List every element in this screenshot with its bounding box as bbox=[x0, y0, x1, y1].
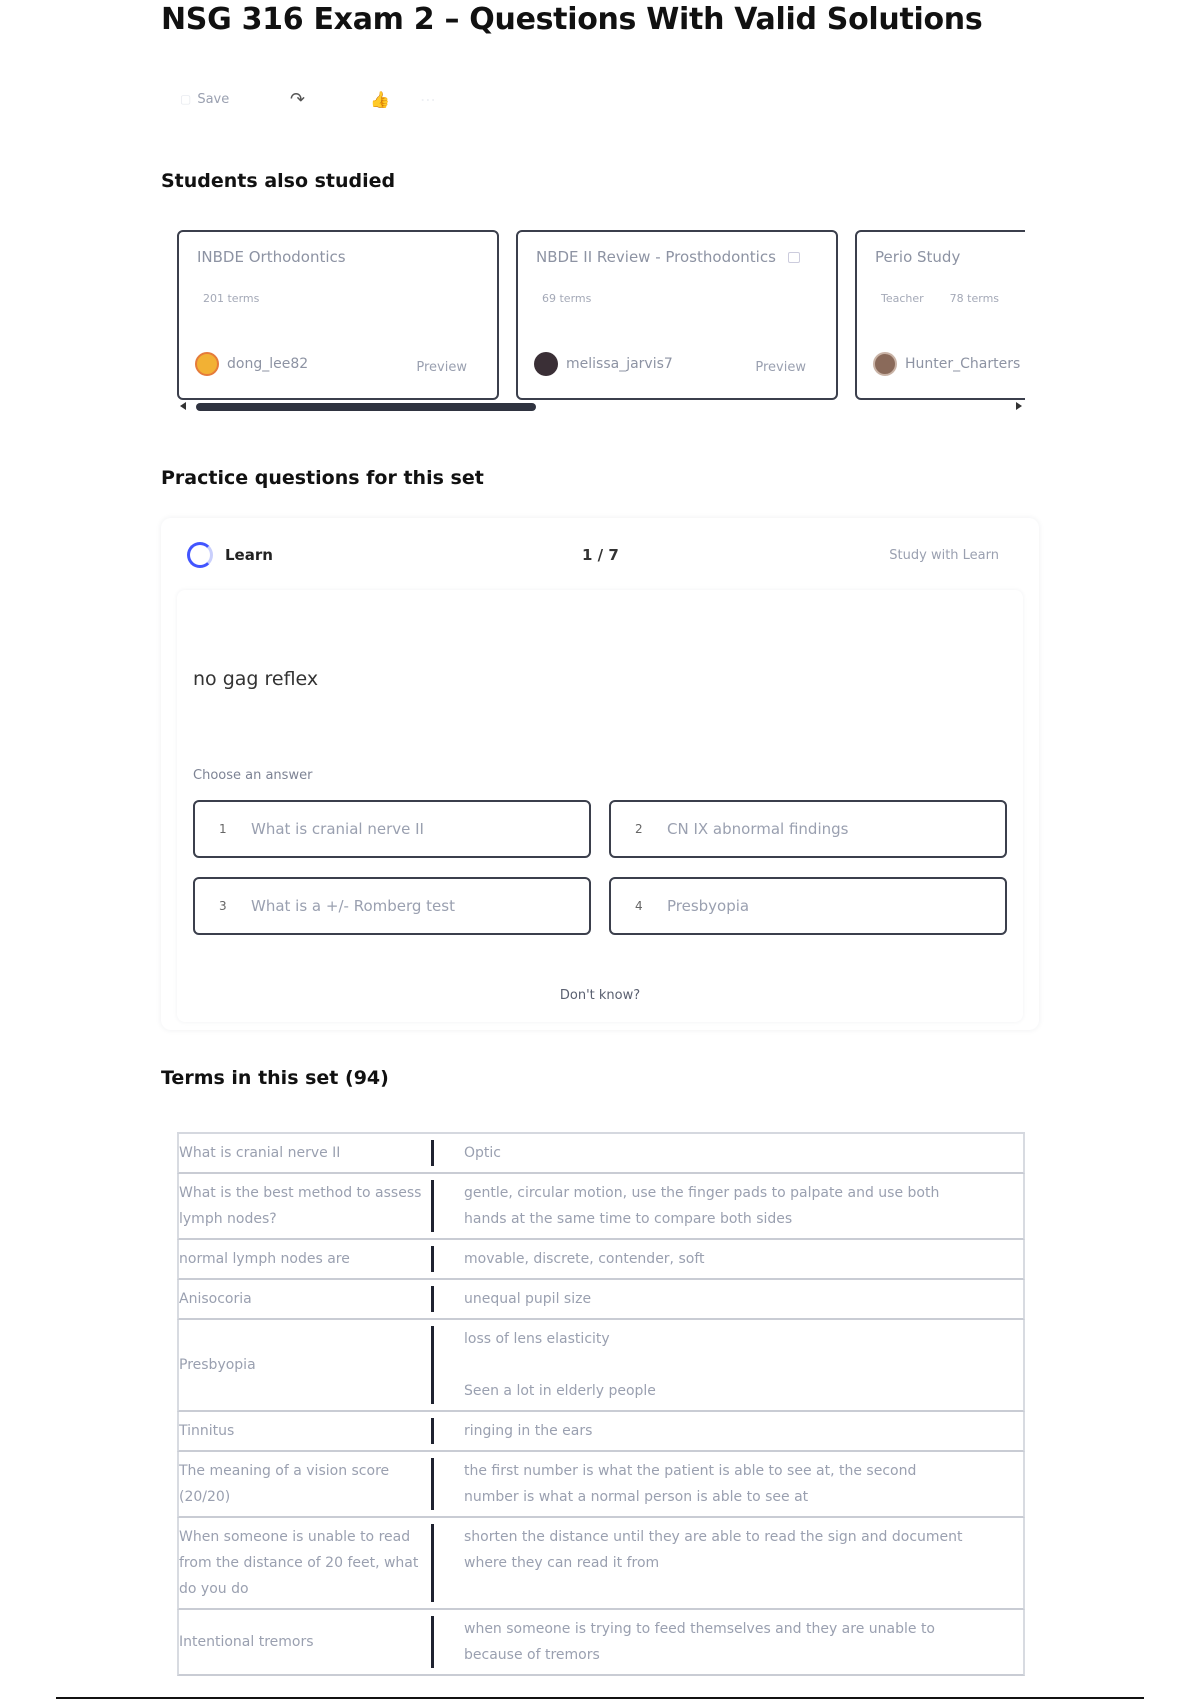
thumbs-up-icon[interactable]: 👍 bbox=[370, 89, 390, 109]
save-label: Save bbox=[197, 91, 230, 107]
table-row bbox=[177, 1518, 1025, 1610]
scroll-left-icon[interactable] bbox=[180, 402, 186, 410]
table-row bbox=[177, 1610, 1025, 1676]
term-cell: The meaning of a vision score (20/20) bbox=[179, 1458, 434, 1510]
more-icon[interactable]: ⋯ bbox=[420, 89, 436, 109]
table-row bbox=[177, 1452, 1025, 1518]
term-cell: What is cranial nerve II bbox=[179, 1140, 434, 1166]
study-set-card[interactable] bbox=[516, 230, 838, 400]
definition-cell: shorten the distance until they are able to read the sign and document where they can read it from bbox=[464, 1529, 963, 1571]
table-row bbox=[177, 1280, 1025, 1320]
scroll-right-icon[interactable] bbox=[1016, 402, 1022, 410]
avatar bbox=[534, 352, 558, 376]
definition-cell: ringing in the ears bbox=[464, 1423, 593, 1439]
scrollbar-thumb[interactable] bbox=[196, 403, 536, 411]
definition-cell: movable, discrete, contender, soft bbox=[464, 1251, 705, 1267]
practice-questions-heading: Practice questions for this set bbox=[161, 467, 484, 489]
option-text: What is cranial nerve II bbox=[251, 820, 424, 838]
share-arrow-icon[interactable]: ↷ bbox=[290, 88, 306, 110]
definition-cell: the first number is what the patient is able to see at, the second number is what a normal person is able to see at bbox=[464, 1463, 917, 1505]
option-text: CN IX abnormal findings bbox=[667, 820, 849, 838]
image-icon bbox=[788, 252, 800, 263]
option-number: 2 bbox=[635, 822, 643, 836]
definition-cell: loss of lens elasticity Seen a lot in elderly people bbox=[464, 1331, 656, 1399]
term-cell: Anisocoria bbox=[179, 1286, 434, 1312]
students-also-studied-heading: Students also studied bbox=[161, 170, 396, 192]
card-meta bbox=[197, 292, 479, 305]
definition-cell: when someone is trying to feed themselves and they are unable to because of tremors bbox=[464, 1621, 935, 1663]
card-term-count: 201 terms bbox=[203, 292, 260, 305]
card-user bbox=[534, 352, 673, 376]
card-username: Hunter_Charters bbox=[905, 356, 1021, 372]
study-set-card[interactable] bbox=[855, 230, 1025, 400]
page-title: NSG 316 Exam 2 – Questions With Valid Solutions bbox=[161, 2, 983, 37]
card-user-row bbox=[534, 352, 806, 376]
table-row bbox=[177, 1320, 1025, 1412]
card-user bbox=[873, 352, 1020, 376]
card-title: INBDE Orthodontics bbox=[197, 248, 346, 266]
question-prompt: no gag reflex bbox=[193, 668, 319, 690]
table-row bbox=[177, 1412, 1025, 1452]
term-cell: Intentional tremors bbox=[179, 1616, 434, 1668]
card-meta bbox=[536, 292, 818, 305]
term-cell: Tinnitus bbox=[179, 1418, 434, 1444]
term-cell: What is the best method to assess lymph nodes? bbox=[179, 1180, 434, 1232]
bookmark-icon: ▢ bbox=[180, 92, 192, 106]
card-user-row bbox=[873, 352, 1025, 376]
card-username: melissa_jarvis7 bbox=[566, 356, 673, 372]
bottom-divider bbox=[56, 1697, 1144, 1699]
definition-cell: unequal pupil size bbox=[464, 1291, 592, 1307]
answer-option[interactable] bbox=[609, 877, 1007, 935]
dont-know-button[interactable]: Don't know? bbox=[559, 988, 641, 1003]
card-title: Perio Study bbox=[875, 248, 961, 266]
card-term-count: 78 terms bbox=[949, 292, 1000, 305]
card-title bbox=[536, 248, 818, 266]
terms-table bbox=[177, 1132, 1025, 1676]
card-role: Teacher bbox=[881, 292, 924, 305]
option-number: 3 bbox=[219, 899, 227, 913]
table-row bbox=[177, 1240, 1025, 1280]
definition-cell: gentle, circular motion, use the finger pads to palpate and use both hands at the same time to compare both sides bbox=[464, 1185, 940, 1227]
learn-header bbox=[187, 538, 999, 572]
terms-heading: Terms in this set (94) bbox=[161, 1067, 389, 1089]
card-username: dong_lee82 bbox=[227, 356, 309, 372]
card-term-count: 69 terms bbox=[542, 292, 592, 305]
option-text: What is a +/- Romberg test bbox=[251, 897, 455, 915]
option-number: 1 bbox=[219, 822, 227, 836]
table-row bbox=[177, 1134, 1025, 1174]
study-set-card[interactable] bbox=[177, 230, 499, 400]
card-user bbox=[195, 352, 308, 376]
card-title-text: NBDE II Review - Prosthodontics bbox=[536, 248, 776, 266]
card-user-row bbox=[195, 352, 467, 376]
question-counter: 1 / 7 bbox=[582, 546, 619, 564]
card-preview-button[interactable]: Preview bbox=[416, 359, 467, 375]
choose-answer-label: Choose an answer bbox=[193, 768, 313, 783]
table-row bbox=[177, 1174, 1025, 1240]
carousel-scrollbar[interactable] bbox=[180, 401, 1022, 413]
card-preview-button[interactable]: Preview bbox=[755, 359, 806, 375]
card-meta bbox=[875, 292, 1025, 305]
term-cell: normal lymph nodes are bbox=[179, 1246, 434, 1272]
toolbar bbox=[180, 84, 470, 114]
option-text: Presbyopia bbox=[667, 897, 750, 915]
avatar bbox=[873, 352, 897, 376]
answer-option[interactable] bbox=[193, 800, 591, 858]
learn-panel bbox=[161, 518, 1039, 1030]
learn-label: Learn bbox=[225, 546, 273, 564]
answer-option[interactable] bbox=[193, 877, 591, 935]
learn-progress-icon bbox=[187, 542, 213, 568]
avatar bbox=[195, 352, 219, 376]
term-cell: When someone is unable to read from the distance of 20 feet, what do you do bbox=[179, 1524, 434, 1602]
studied-carousel bbox=[177, 230, 1025, 402]
term-cell: Presbyopia bbox=[179, 1326, 434, 1404]
study-with-learn-link[interactable]: Study with Learn bbox=[889, 547, 999, 563]
save-button[interactable] bbox=[180, 92, 290, 107]
option-number: 4 bbox=[635, 899, 643, 913]
definition-cell: Optic bbox=[464, 1145, 501, 1161]
answer-option[interactable] bbox=[609, 800, 1007, 858]
question-card bbox=[177, 590, 1023, 1022]
